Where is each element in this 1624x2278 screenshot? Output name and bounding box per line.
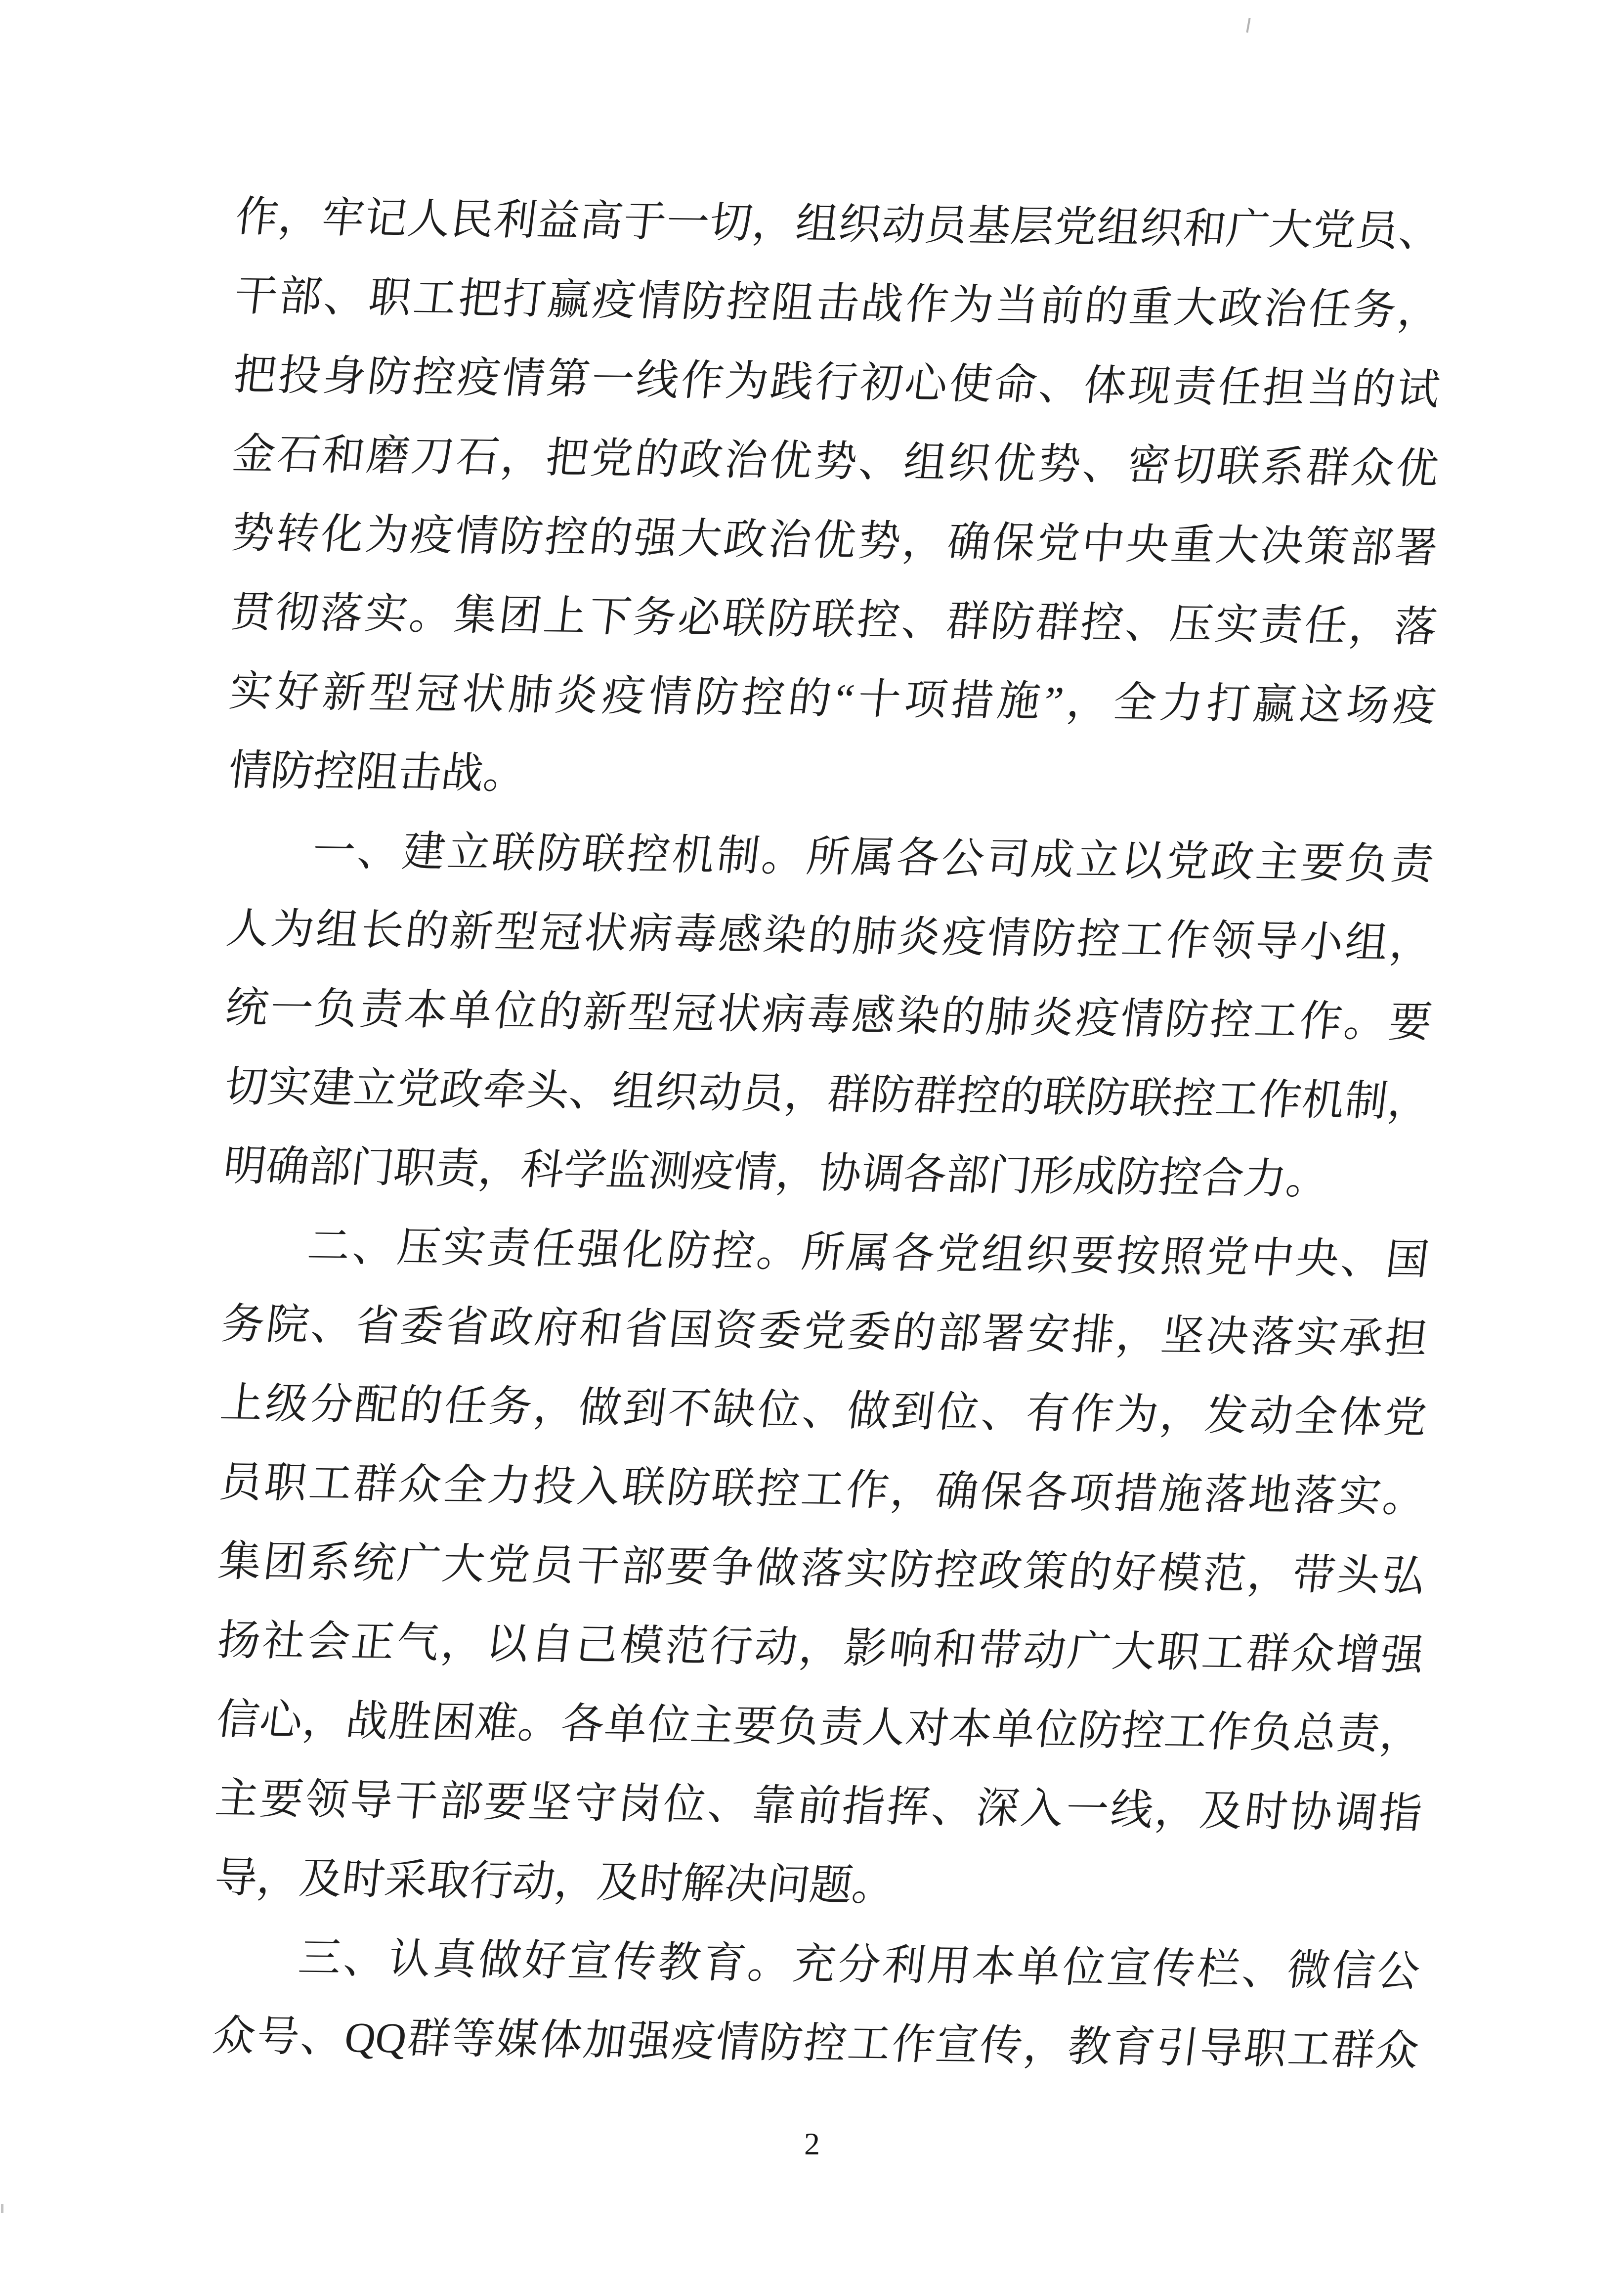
text-line: 导，及时采取行动，及时解决问题。 <box>212 1853 898 1910</box>
text-line: 人为组长的新型冠状病毒感染的肺炎疫情防控工作领导小组， <box>224 904 1436 967</box>
text-line: 上级分配的任务，做到不缺位、做到位、有作为，发动全体党 <box>218 1379 1430 1442</box>
text-line: 把投身防控疫情第一线作为践行初心使命、体现责任担当的试 <box>231 351 1443 414</box>
document-body-text <box>210 177 1445 2090</box>
text-line: 集团系统广大党员干部要争做落实防控政策的好模范，带头弘 <box>216 1537 1428 1600</box>
text-line: 贯彻落实。集团上下务必联防联控、群防群控、压实责任，落 <box>228 588 1440 651</box>
text-line: 情防控阻击战。 <box>226 746 529 798</box>
text-line: 三、认真做好宣传教育。充分利用本单位宣传栏、微信公 <box>296 1933 1423 1996</box>
text-line: 切实建立党政牵头、组织动员，群防群控的联防联控工作机制， <box>222 1062 1434 1126</box>
text-line: 员职工群众全力投入联防联控工作，确保各项措施落地落实。 <box>217 1458 1429 1521</box>
text-line: 明确部门职责，科学监测疫情，协调各部门形成防控合力。 <box>221 1141 1332 1203</box>
text-line: 信心，战胜困难。各单位主要负责人对本单位防控工作负总责， <box>214 1695 1426 1758</box>
text-line: 务院、省委省政府和省国资委党委的部署安排，坚决落实承担 <box>219 1300 1431 1363</box>
text-line: 势转化为疫情防控的强大政治优势，确保党中央重大决策部署 <box>229 509 1441 572</box>
text-line: 作，牢记人民利益高于一切，组织动员基层党组织和广大党员、 <box>233 193 1445 256</box>
text-line: 实好新型冠状肺炎疫情防控的“十项措施”，全力打赢这场疫 <box>227 667 1439 730</box>
text-line: 金石和磨刀石，把党的政治优势、组织优势、密切联系群众优 <box>230 430 1442 493</box>
text-line: 干部、职工把打赢疫情防控阻击战作为当前的重大政治任务， <box>232 272 1444 335</box>
scan-noise-mark-top-right <box>1246 18 1250 33</box>
text-line: 主要领导干部要坚守岗位、靠前指挥、深入一线，及时协调指 <box>213 1774 1425 1838</box>
text-line: 众号、QQ群等媒体加强疫情防控工作宣传，教育引导职工群众 <box>210 2012 1422 2075</box>
text-line: 一、建立联防联控机制。所属各公司成立以党政主要负责 <box>310 827 1437 888</box>
text-line: 二、压实责任强化防控。所属各党组织要按照党中央、国 <box>305 1222 1432 1284</box>
text-line: 扬社会正气，以自己模范行动，影响和带动广大职工群众增强 <box>215 1616 1427 1679</box>
scan-noise-mark-left-edge <box>1 2204 3 2213</box>
text-line: 统一负责本单位的新型冠状病毒感染的肺炎疫情防控工作。要 <box>223 983 1435 1047</box>
page-number: 2 <box>804 2126 820 2161</box>
